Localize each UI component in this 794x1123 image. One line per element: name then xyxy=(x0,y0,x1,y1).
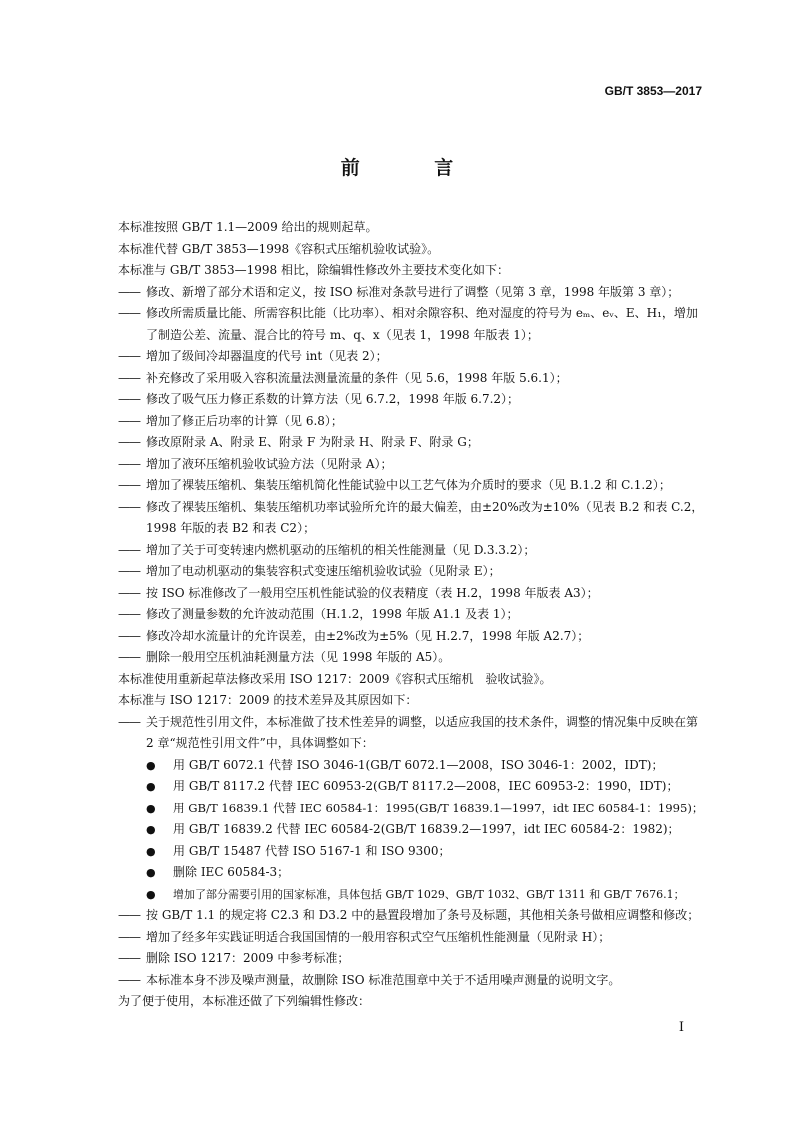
bullet-item xyxy=(118,798,708,820)
bullet-text: 删除 IEC 60584-3； xyxy=(173,865,290,879)
change-item xyxy=(118,389,708,411)
change-text: 增加了电动机驱动的集装容积式变速压缩机验收试验（见附录 E）； xyxy=(146,564,501,578)
dash-mark: —— xyxy=(118,306,140,320)
bullet-icon: ● xyxy=(146,780,156,793)
change-text: 修改所需质量比能、所需容积比能（比功率）、相对余隙容积、绝对湿度的符号为 eₘ、eᵥ、E、H₁，增加了制造公差、流量、混合比的符号 m、q、x（见表 1，1998 年版表 1）； xyxy=(146,306,698,342)
change-text: 修改了吸气压力修正系数的计算方法（见 6.7.2，1998 年版 6.7.2）； xyxy=(146,392,520,406)
bullet-text: 增加了部分需要引用的国家标准，具体包括 GB/T 1029、GB/T 1032、GB/T 1311 和 GB/T 7676.1； xyxy=(173,887,685,901)
dash-mark: —— xyxy=(118,392,140,406)
bullet-item xyxy=(118,841,708,863)
bullet-item xyxy=(118,776,708,798)
dash-mark: —— xyxy=(118,908,140,922)
difference-item xyxy=(118,948,708,970)
change-text: 增加了级间冷却器温度的代号 int（见表 2）； xyxy=(146,349,388,363)
change-item xyxy=(118,604,708,626)
change-text: 增加了液环压缩机验收试验方法（见附录 A）； xyxy=(146,456,393,471)
difference-text: 删除 ISO 1217：2009 中参考标准； xyxy=(146,951,350,965)
bullet-item xyxy=(118,884,708,906)
change-item xyxy=(118,411,708,433)
bullet-item xyxy=(118,755,708,777)
change-item xyxy=(118,282,708,304)
change-item xyxy=(118,475,708,497)
dash-mark: —— xyxy=(118,478,140,492)
bullet-text: 用 GB/T 8117.2 代替 IEC 60953-2(GB/T 8117.2—2008，IEC 60953-2：1990，IDT)； xyxy=(173,779,679,793)
bullet-text: 用 GB/T 6072.1 代替 ISO 3046-1(GB/T 6072.1—2008，ISO 3046-1：2002，IDT)； xyxy=(173,757,664,772)
change-item xyxy=(118,540,708,562)
paragraph: 本标准按照 GB/T 1.1—2009 给出的规则起草。 xyxy=(118,220,378,234)
change-text: 按 ISO 标准修改了一般用空压机性能试验的仪表精度（表 H.2，1998 年版表 A3）； xyxy=(146,585,599,600)
page-number: I xyxy=(678,1020,684,1035)
bullet-text: 用 GB/T 16839.2 代替 IEC 60584-2(GB/T 16839.2—1997，idt IEC 60584-2：1982)； xyxy=(173,822,680,836)
dash-mark: —— xyxy=(118,499,140,514)
difference-text: 关于规范性引用文件，本标准做了技术性差异的调整，以适应我国的技术条件，调整的情况集中反映在第 2 章“规范性引用文件”中，具体调整如下： xyxy=(146,714,699,750)
standard-number: GB/T 3853—2017 xyxy=(604,84,702,98)
dash-mark: —— xyxy=(118,349,140,363)
difference-text: 本标准本身不涉及噪声测量，故删除 ISO 标准范围章中关于不适用噪声测量的说明文字。 xyxy=(146,972,621,987)
dash-mark: —— xyxy=(118,628,140,643)
dash-mark: —— xyxy=(118,370,140,385)
bullet-icon: ● xyxy=(146,866,156,879)
dash-mark: —— xyxy=(118,951,140,965)
dash-mark: —— xyxy=(118,714,140,729)
change-item xyxy=(118,454,708,476)
bullet-item xyxy=(118,862,708,884)
change-item xyxy=(118,497,708,540)
paragraph: 本标准与 GB/T 3853—1998 相比，除编辑性修改外主要技术变化如下： xyxy=(118,263,509,277)
paragraph: 本标准使用重新起草法修改采用 ISO 1217：2009《容积式压缩机 验收试验》。 xyxy=(118,671,552,686)
change-item xyxy=(118,647,708,669)
change-text: 修改冷却水流量计的允许误差，由±2%改为±5%（见 H.2.7，1998 年版 A2.7）； xyxy=(146,628,590,643)
difference-text: 增加了经多年实践证明适合我国国情的一般用容积式空气压缩机性能测量（见附录 H）； xyxy=(146,929,611,944)
change-item xyxy=(118,561,708,583)
bullet-text: 用 GB/T 15487 代替 ISO 5167-1 和 ISO 9300； xyxy=(173,843,451,858)
difference-item xyxy=(118,905,708,927)
dash-mark: —— xyxy=(118,456,140,471)
paragraph: 本标准代替 GB/T 3853—1998《容积式压缩机验收试验》。 xyxy=(118,241,440,256)
foreword-body xyxy=(118,217,708,1013)
bullet-icon: ● xyxy=(146,844,156,858)
change-item xyxy=(118,368,708,390)
dash-mark: —— xyxy=(118,542,140,557)
dash-mark: —— xyxy=(118,650,140,664)
dash-mark: —— xyxy=(118,413,140,428)
change-item xyxy=(118,303,708,346)
dash-mark: —— xyxy=(118,564,140,578)
change-item xyxy=(118,346,708,368)
bullet-text: 用 GB/T 16839.1 代替 IEC 60584-1：1995(GB/T 16839.1—1997，idt IEC 60584-1：1995)； xyxy=(173,800,704,815)
difference-item xyxy=(118,970,708,992)
change-text: 修改了裸装压缩机、集装压缩机功率试验所允许的最大偏差，由±20%改为±10%（见表 B.2 和表 C.2，1998 年版的表 B2 和表 C2）； xyxy=(146,499,704,535)
change-text: 增加了关于可变转速内燃机驱动的压缩机的相关性能测量（见 D.3.3.2）； xyxy=(146,542,536,557)
bullet-icon: ● xyxy=(146,801,156,815)
dash-mark: —— xyxy=(118,929,140,944)
dash-mark: —— xyxy=(118,607,140,621)
paragraph: 本标准与 ISO 1217：2009 的技术差异及其原因如下： xyxy=(118,693,418,707)
dash-mark: —— xyxy=(118,585,140,600)
change-item xyxy=(118,583,708,605)
bullet-icon: ● xyxy=(146,758,156,772)
change-text: 修改了测量参数的允许波动范围（H.1.2，1998 年版 A1.1 及表 1）； xyxy=(146,607,519,621)
change-item xyxy=(118,626,708,648)
change-text: 增加了修正后功率的计算（见 6.8）； xyxy=(146,413,343,428)
change-text: 删除一般用空压机油耗测量方法（见 1998 年版的 A5）。 xyxy=(146,650,451,664)
change-text: 修改、新增了部分术语和定义，按 ISO 标准对条款号进行了调整（见第 3 章，1998 年版第 3 章）； xyxy=(146,284,680,299)
difference-item xyxy=(118,712,708,755)
difference-item xyxy=(118,927,708,949)
change-text: 增加了裸装压缩机、集装压缩机简化性能试验中以工艺气体为介质时的要求（见 B.1.2 和 C.1.2）； xyxy=(146,478,671,492)
bullet-icon: ● xyxy=(146,823,156,836)
difference-text: 按 GB/T 1.1 的规定将 C2.3 和 D3.2 中的悬置段增加了条号及标题，其他相关条号做相应调整和修改； xyxy=(146,908,700,922)
page-title: 前 言 xyxy=(340,157,488,179)
change-text: 补充修改了采用吸入容积流量法测量流量的条件（见 5.6，1998 年版 5.6.1）； xyxy=(146,370,568,385)
dash-mark: —— xyxy=(118,435,140,449)
change-item xyxy=(118,432,708,454)
closing-paragraph: 为了便于使用，本标准还做了下列编辑性修改： xyxy=(118,994,371,1008)
bullet-item xyxy=(118,819,708,841)
bullet-icon: ● xyxy=(146,887,156,901)
dash-mark: —— xyxy=(118,972,140,987)
change-text: 修改原附录 A、附录 E、附录 F 为附录 H、附录 F、附录 G； xyxy=(146,435,479,449)
dash-mark: —— xyxy=(118,284,140,299)
